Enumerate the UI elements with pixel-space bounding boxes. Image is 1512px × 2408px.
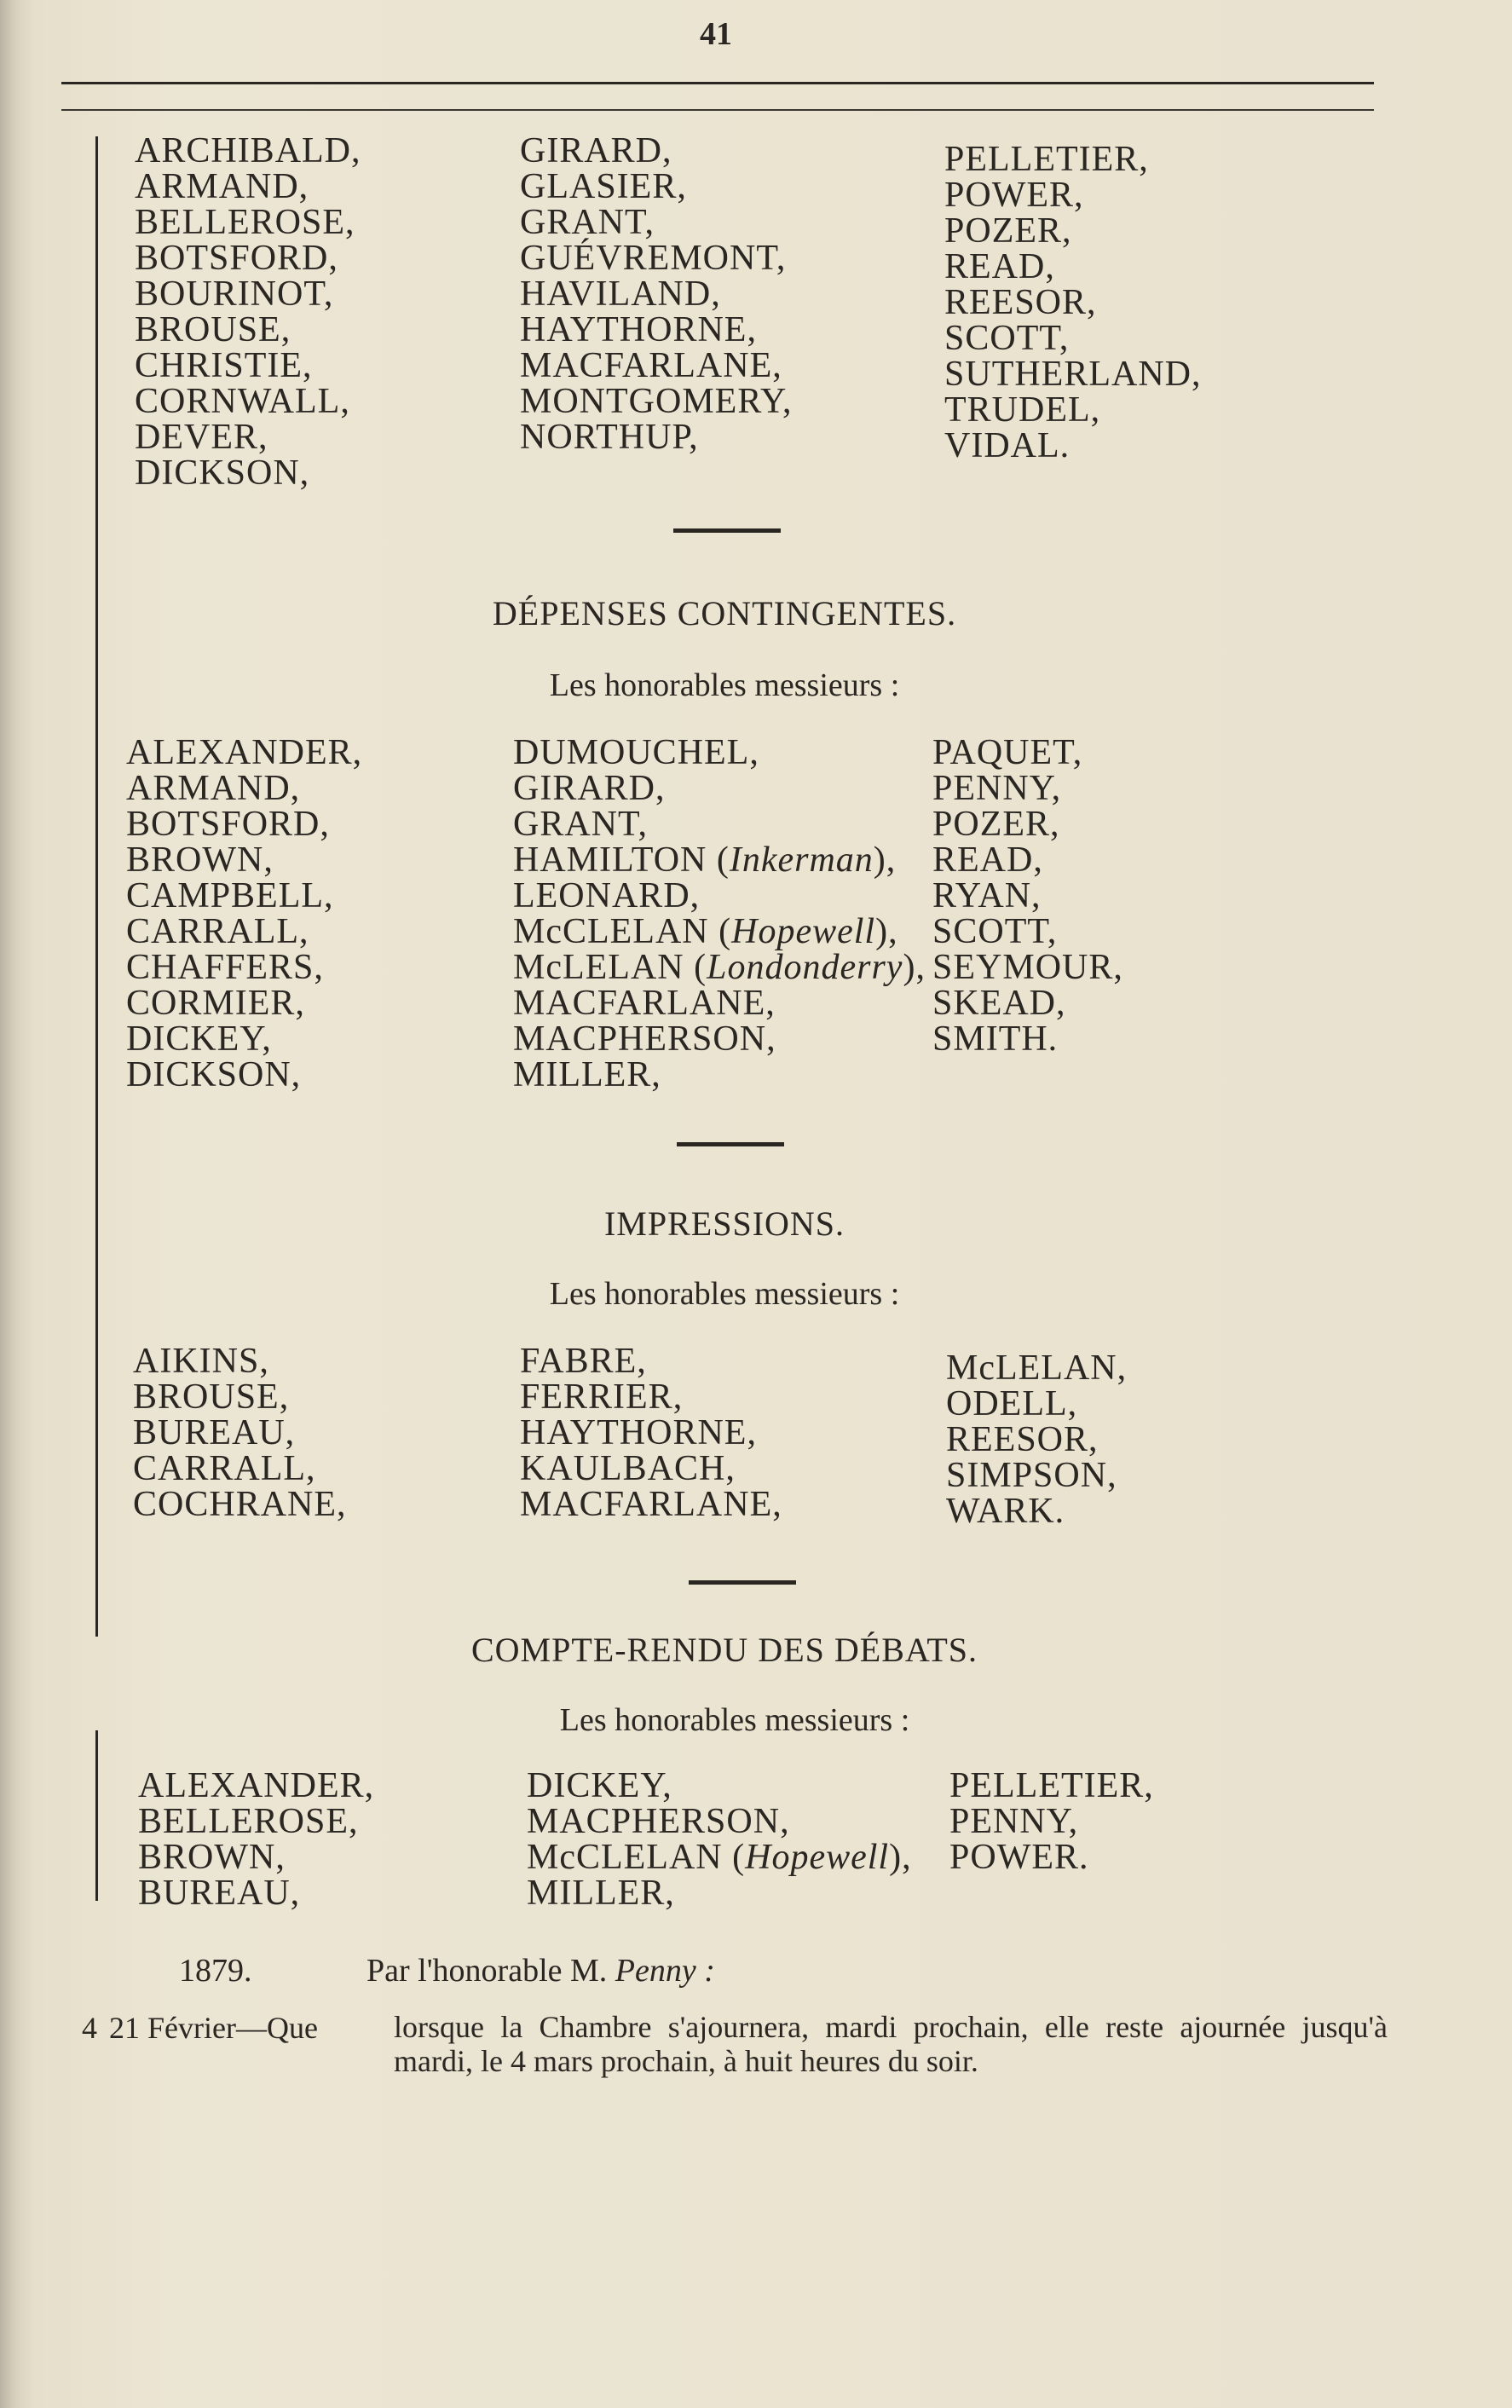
name-entry: KAULBACH, xyxy=(520,1449,736,1488)
name-entry: GIRARD, xyxy=(513,769,666,808)
name-entry: GLASIER, xyxy=(520,167,687,206)
name-entry: SMITH. xyxy=(932,1019,1059,1059)
name-entry: CORNWALL, xyxy=(135,382,350,421)
name-entry: WARK. xyxy=(946,1492,1065,1531)
name-entry: SUTHERLAND, xyxy=(944,355,1202,394)
constituency-name: Inkerman xyxy=(729,840,874,880)
section-intro: Les honorables messieurs : xyxy=(549,1276,900,1312)
name-entry: PELLETIER, xyxy=(944,140,1149,179)
name-entry: ALEXANDER, xyxy=(138,1766,375,1805)
name-entry: SCOTT, xyxy=(944,319,1070,358)
name-column-3 xyxy=(946,1350,1127,1529)
name-entry: BELLEROSE, xyxy=(138,1802,359,1841)
name-entry: GRANT, xyxy=(520,203,655,242)
name-entry: DUMOUCHEL, xyxy=(513,733,759,772)
name-entry: READ, xyxy=(932,840,1043,880)
name-entry: BELLEROSE, xyxy=(135,203,355,242)
name-entry: CHAFFERS, xyxy=(126,948,324,987)
name-entry: POZER, xyxy=(932,805,1060,844)
section-heading: DÉPENSES CONTINGENTES. xyxy=(492,594,957,632)
name-column-1 xyxy=(133,1343,347,1522)
margin-line xyxy=(95,136,98,1637)
name-entry: COCHRANE, xyxy=(133,1485,347,1524)
name-entry: VIDAL. xyxy=(944,426,1071,465)
name-entry: BOURINOT, xyxy=(135,274,334,314)
name-entry: PELLETIER, xyxy=(949,1766,1154,1805)
name-column-2 xyxy=(520,133,792,455)
section-separator xyxy=(689,1580,796,1585)
name-entry: CAMPBELL, xyxy=(126,876,334,915)
name-entry: DICKSON, xyxy=(126,1055,302,1094)
header-rule-secondary xyxy=(61,109,1374,111)
section-separator xyxy=(673,528,781,533)
motion-mover-name: Penny : xyxy=(615,1953,715,1989)
name-entry: HAYTHORNE, xyxy=(520,1413,757,1452)
name-entry: BROUSE, xyxy=(133,1377,290,1417)
motion-text: lorsque la Chambre s'ajournera, mardi prochain, elle reste ajournée jusqu'à mardi, le 4 mars prochain, à huit heures du soir. xyxy=(394,2010,1388,2078)
page-number: 41 xyxy=(700,16,732,52)
name-entry: NORTHUP, xyxy=(520,418,699,457)
name-entry: MONTGOMERY, xyxy=(520,382,793,421)
constituency-name: Hopewell xyxy=(731,912,876,951)
name-entry: MACPHERSON, xyxy=(527,1802,790,1841)
header-rule xyxy=(61,82,1374,84)
name-entry: GIRARD, xyxy=(520,131,672,170)
name-column-2 xyxy=(527,1768,912,1911)
motion-number: 4 xyxy=(82,2011,97,2045)
name-entry: DICKEY, xyxy=(126,1019,272,1059)
name-column-1 xyxy=(138,1768,374,1911)
name-entry: FABRE, xyxy=(520,1342,647,1381)
name-entry: TRUDEL, xyxy=(944,390,1101,430)
name-entry: ARMAND, xyxy=(135,167,309,206)
name-entry: BOTSFORD, xyxy=(126,805,330,844)
name-entry: SEYMOUR, xyxy=(932,948,1123,987)
name-entry: SCOTT, xyxy=(932,912,1058,951)
name-column-3 xyxy=(932,735,1123,1057)
name-entry: PENNY, xyxy=(932,769,1062,808)
name-entry: DICKSON, xyxy=(135,453,310,493)
name-entry: PENNY, xyxy=(949,1802,1079,1841)
section-separator xyxy=(677,1142,784,1146)
constituency-name: Hopewell xyxy=(745,1838,890,1877)
name-entry: RYAN, xyxy=(932,876,1042,915)
name-entry: HAYTHORNE, xyxy=(520,310,757,349)
name-column-2 xyxy=(520,1343,782,1522)
name-entry: PAQUET, xyxy=(932,733,1083,772)
name-entry: McCLELAN (Hopewell), xyxy=(513,912,898,951)
name-entry: REESOR, xyxy=(946,1420,1099,1459)
name-entry: MILLER, xyxy=(527,1874,675,1913)
name-entry: BOTSFORD, xyxy=(135,239,338,278)
section-intro: Les honorables messieurs : xyxy=(549,667,900,703)
section-intro: Les honorables messieurs : xyxy=(559,1702,910,1738)
name-entry: MACFARLANE, xyxy=(520,1485,782,1524)
motion-year: 1879. xyxy=(179,1953,252,1989)
name-entry: HAMILTON (Inkerman), xyxy=(513,840,897,880)
name-entry: SIMPSON, xyxy=(946,1456,1117,1495)
name-entry: McLELAN (Londonderry), xyxy=(513,948,926,987)
name-entry: GUÉVREMONT, xyxy=(520,239,787,278)
motion-mover xyxy=(366,1952,715,1989)
name-entry: GRANT, xyxy=(513,805,649,844)
section-heading: COMPTE-RENDU DES DÉBATS. xyxy=(470,1631,978,1669)
name-entry: DEVER, xyxy=(135,418,268,457)
name-entry: CHRISTIE, xyxy=(135,346,313,385)
name-entry: POZER, xyxy=(944,211,1072,251)
name-column-2 xyxy=(513,735,926,1093)
name-entry: ARMAND, xyxy=(126,769,301,808)
name-entry: CORMIER, xyxy=(126,984,305,1023)
name-entry: READ, xyxy=(944,247,1055,286)
name-column-1 xyxy=(126,735,362,1093)
name-entry: CARRALL, xyxy=(133,1449,316,1488)
name-column-3 xyxy=(944,141,1202,464)
name-entry: BROWN, xyxy=(126,840,274,880)
name-entry: BROUSE, xyxy=(135,310,291,349)
name-entry: MILLER, xyxy=(513,1055,661,1094)
section-heading: IMPRESSIONS. xyxy=(603,1204,845,1243)
name-entry: FERRIER, xyxy=(520,1377,684,1417)
name-entry: McLELAN, xyxy=(946,1348,1128,1388)
name-entry: BUREAU, xyxy=(133,1413,296,1452)
name-entry: ODELL, xyxy=(946,1384,1078,1423)
name-entry: AIKINS, xyxy=(133,1342,269,1381)
name-entry: MACPHERSON, xyxy=(513,1019,776,1059)
name-entry: HAVILAND, xyxy=(520,274,721,314)
name-entry: MACFARLANE, xyxy=(520,346,782,385)
name-entry: MACFARLANE, xyxy=(513,984,776,1023)
name-entry: LEONARD, xyxy=(513,876,701,915)
name-entry: BUREAU, xyxy=(138,1874,301,1913)
name-column-3 xyxy=(949,1768,1154,1875)
constituency-name: Londonderry xyxy=(707,948,903,987)
name-entry: ALEXANDER, xyxy=(126,733,363,772)
name-column-1 xyxy=(135,133,361,491)
name-entry: POWER. xyxy=(949,1838,1089,1877)
name-entry: REESOR, xyxy=(944,283,1097,322)
margin-line-lower xyxy=(95,1730,98,1901)
name-entry: SKEAD, xyxy=(932,984,1066,1023)
name-entry: McCLELAN (Hopewell), xyxy=(527,1838,912,1877)
motion-date: 21 Février—Que xyxy=(109,2011,318,2045)
motion-mover-prefix: Par l'honorable M. xyxy=(366,1953,608,1989)
name-entry: BROWN, xyxy=(138,1838,286,1877)
name-entry: POWER, xyxy=(944,176,1084,215)
name-entry: ARCHIBALD, xyxy=(135,131,361,170)
name-entry: CARRALL, xyxy=(126,912,309,951)
name-entry: DICKEY, xyxy=(527,1766,672,1805)
